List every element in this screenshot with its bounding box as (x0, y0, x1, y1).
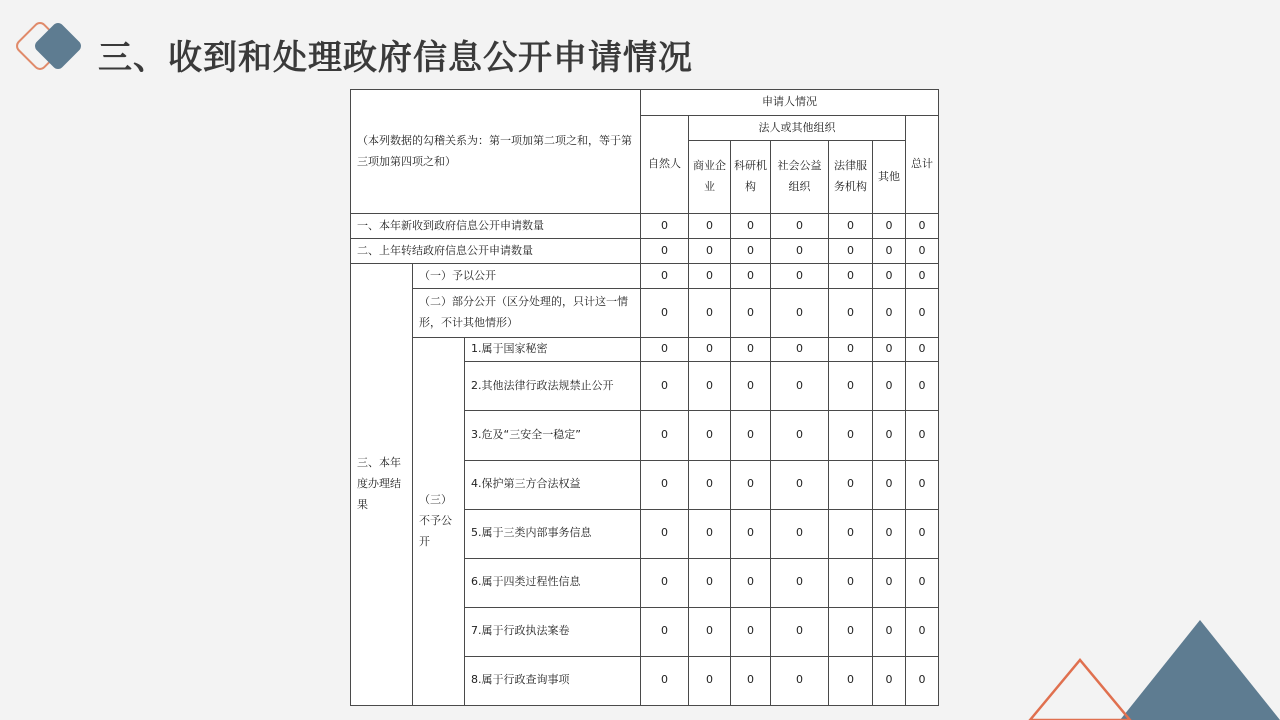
cell-value: 0 (771, 338, 829, 362)
cell-value: 0 (731, 239, 771, 264)
statistics-table (350, 89, 938, 706)
header-legal-group: 法人或其他组织 (689, 116, 906, 141)
cell-value: 0 (641, 460, 689, 509)
cell-value: 0 (771, 509, 829, 558)
cell-value: 0 (906, 607, 939, 656)
cell-value: 0 (771, 264, 829, 289)
cell-value: 0 (731, 289, 771, 338)
cell-value: 0 (906, 214, 939, 239)
cell-value: 0 (731, 509, 771, 558)
cell-value: 0 (829, 411, 873, 460)
cell-value: 0 (689, 264, 731, 289)
cell-value: 0 (771, 239, 829, 264)
cell-value: 0 (906, 264, 939, 289)
cell-value: 0 (829, 362, 873, 411)
cell-value: 0 (873, 264, 906, 289)
cell-value: 0 (689, 509, 731, 558)
cell-value: 0 (731, 214, 771, 239)
cell-value: 0 (906, 239, 939, 264)
cell-value: 0 (906, 289, 939, 338)
section-label: 三、本年度办理结果 (351, 264, 413, 706)
header-col: 其他 (873, 141, 906, 214)
cell-value: 0 (689, 411, 731, 460)
row-label: 2.其他法律行政法规禁止公开 (465, 362, 641, 411)
cell-value: 0 (829, 214, 873, 239)
cell-value: 0 (689, 338, 731, 362)
cell-value: 0 (829, 460, 873, 509)
header-natural-person: 自然人 (641, 116, 689, 214)
cell-value: 0 (771, 558, 829, 607)
cell-value: 0 (771, 289, 829, 338)
table-row (351, 239, 939, 264)
cell-value: 0 (641, 239, 689, 264)
row-label: 3.危及“三安全一稳定” (465, 411, 641, 460)
page-title: 三、收到和处理政府信息公开申请情况 (98, 38, 693, 78)
row-label: 一、本年新收到政府信息公开申请数量 (351, 214, 641, 239)
cell-value: 0 (906, 338, 939, 362)
cell-value: 0 (906, 460, 939, 509)
cell-value: 0 (689, 607, 731, 656)
cell-value: 0 (873, 509, 906, 558)
cell-value: 0 (906, 509, 939, 558)
row-label: 1.属于国家秘密 (465, 338, 641, 362)
cell-value: 0 (771, 656, 829, 705)
cell-value: 0 (906, 362, 939, 411)
row-label: 4.保护第三方合法权益 (465, 460, 641, 509)
row-label: 6.属于四类过程性信息 (465, 558, 641, 607)
cell-value: 0 (731, 362, 771, 411)
cell-value: 0 (731, 558, 771, 607)
table-row (351, 338, 939, 362)
row-label: （二）部分公开（区分处理的，只计这一情形，不计其他情形） (413, 289, 641, 338)
cell-value: 0 (641, 509, 689, 558)
cell-value: 0 (731, 338, 771, 362)
table-row (351, 264, 939, 289)
triangle-decoration (1020, 620, 1280, 720)
cell-value: 0 (829, 558, 873, 607)
row-label: 二、上年转结政府信息公开申请数量 (351, 239, 641, 264)
header-col: 商业企业 (689, 141, 731, 214)
row-label: 8.属于行政查询事项 (465, 656, 641, 705)
cell-value: 0 (829, 239, 873, 264)
cell-value: 0 (906, 558, 939, 607)
cell-value: 0 (731, 460, 771, 509)
cell-value: 0 (731, 656, 771, 705)
cell-value: 0 (873, 338, 906, 362)
table-note: （本列数据的勾稽关系为：第一项加第二项之和，等于第三项加第四项之和） (351, 90, 641, 214)
cell-value: 0 (829, 264, 873, 289)
header-col: 社会公益组织 (771, 141, 829, 214)
cell-value: 0 (829, 338, 873, 362)
cell-value: 0 (873, 289, 906, 338)
cell-value: 0 (873, 214, 906, 239)
cell-value: 0 (641, 558, 689, 607)
table-row (351, 214, 939, 239)
cell-value: 0 (771, 362, 829, 411)
cell-value: 0 (641, 289, 689, 338)
cell-value: 0 (873, 607, 906, 656)
row-label: 7.属于行政执法案卷 (465, 607, 641, 656)
cell-value: 0 (689, 214, 731, 239)
cell-value: 0 (641, 214, 689, 239)
cell-value: 0 (689, 656, 731, 705)
cell-value: 0 (771, 460, 829, 509)
cell-value: 0 (771, 214, 829, 239)
cell-value: 0 (641, 338, 689, 362)
cell-value: 0 (829, 509, 873, 558)
cell-value: 0 (731, 264, 771, 289)
subsection-label: （三）不予公开 (413, 338, 465, 706)
cell-value: 0 (771, 607, 829, 656)
cell-value: 0 (906, 411, 939, 460)
table-row (351, 289, 939, 338)
cell-value: 0 (873, 558, 906, 607)
cell-value: 0 (829, 607, 873, 656)
cell-value: 0 (641, 411, 689, 460)
cell-value: 0 (641, 264, 689, 289)
cell-value: 0 (689, 289, 731, 338)
cell-value: 0 (689, 558, 731, 607)
row-label: （一）予以公开 (413, 264, 641, 289)
header-col: 科研机构 (731, 141, 771, 214)
header-applicant: 申请人情况 (641, 90, 939, 116)
cell-value: 0 (641, 362, 689, 411)
cell-value: 0 (873, 362, 906, 411)
cell-value: 0 (829, 656, 873, 705)
cell-value: 0 (771, 411, 829, 460)
diamond-logo-icon (0, 0, 100, 100)
cell-value: 0 (731, 411, 771, 460)
cell-value: 0 (689, 460, 731, 509)
cell-value: 0 (873, 460, 906, 509)
cell-value: 0 (641, 607, 689, 656)
cell-value: 0 (873, 239, 906, 264)
cell-value: 0 (829, 289, 873, 338)
cell-value: 0 (689, 239, 731, 264)
row-label: 5.属于三类内部事务信息 (465, 509, 641, 558)
header-total: 总计 (906, 116, 939, 214)
header-col: 法律服务机构 (829, 141, 873, 214)
cell-value: 0 (873, 656, 906, 705)
cell-value: 0 (873, 411, 906, 460)
cell-value: 0 (731, 607, 771, 656)
cell-value: 0 (641, 656, 689, 705)
cell-value: 0 (689, 362, 731, 411)
cell-value: 0 (906, 656, 939, 705)
